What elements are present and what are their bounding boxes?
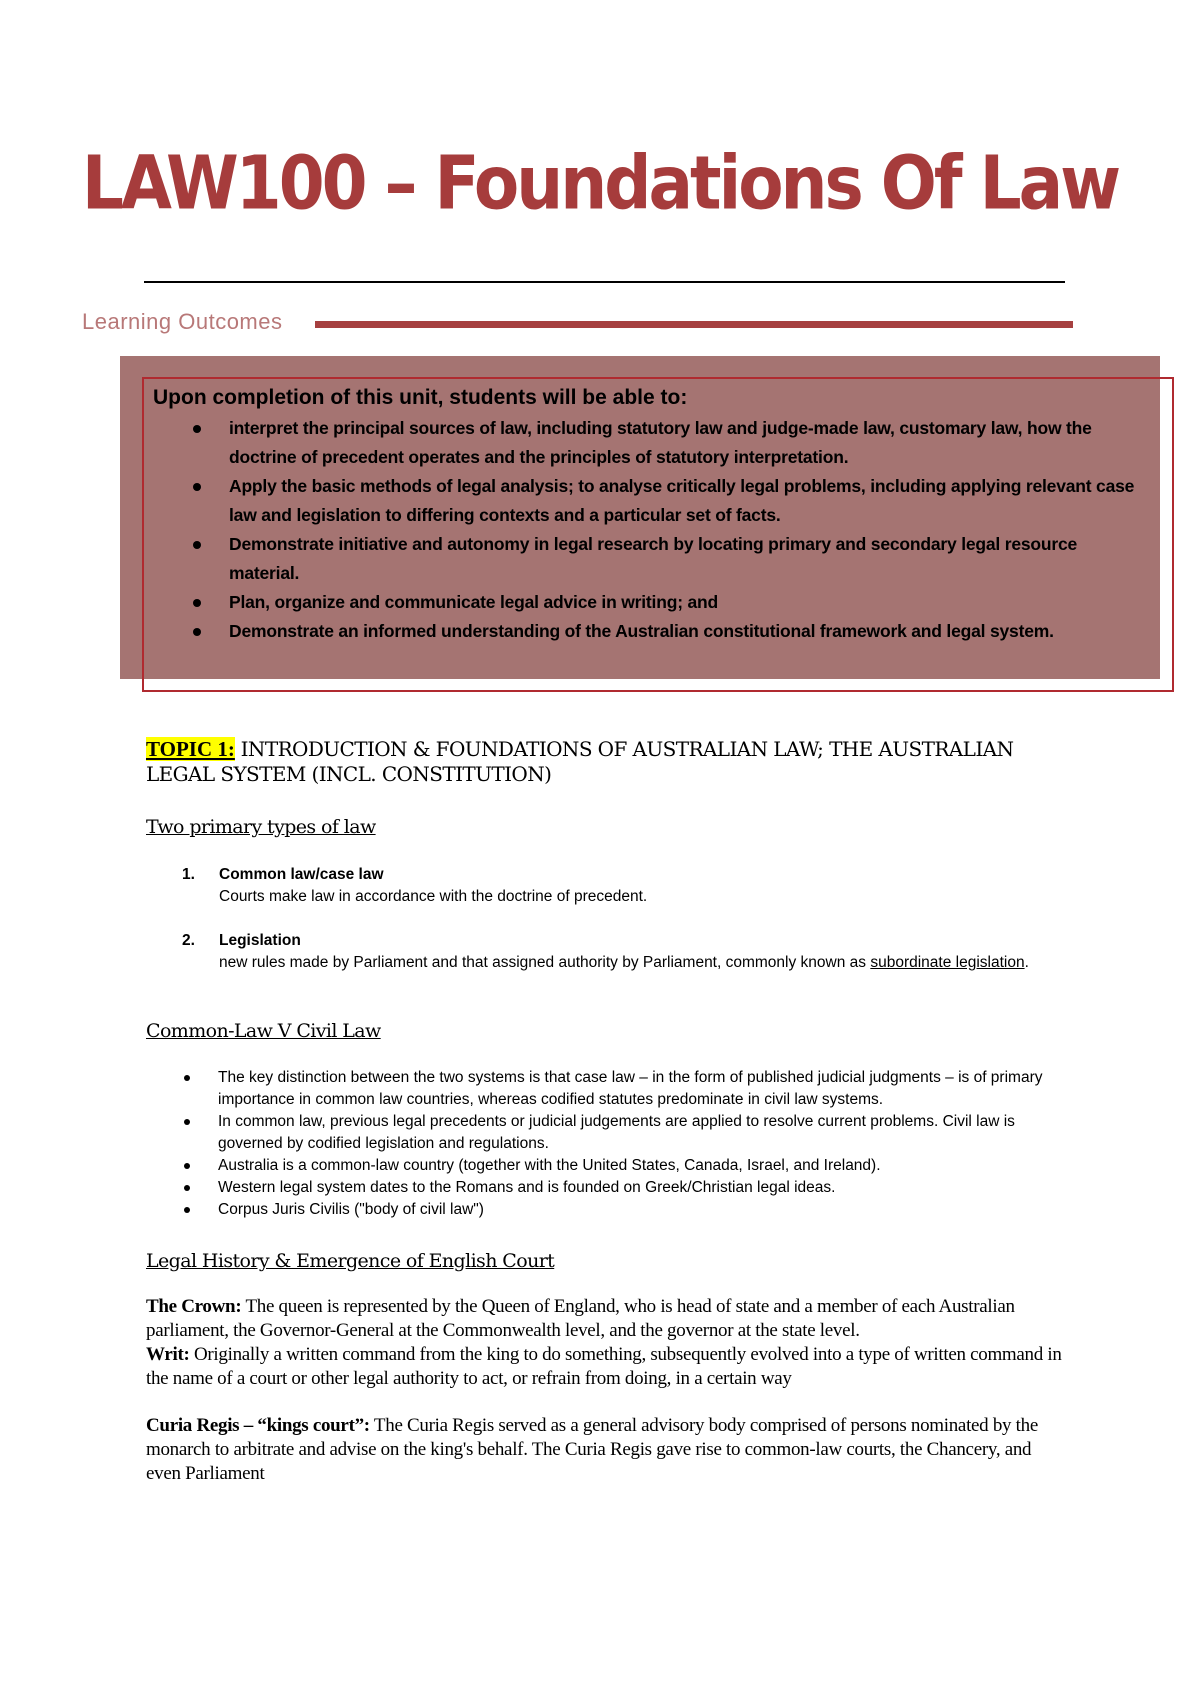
curia-regis-paragraph: Curia Regis – “kings court”: The Curia Regis served as a general advisory body comprised of persons nominated by the monarch to arbitrate and advise on the king's behalf. The Curia Regis gave rise to common-law courts, the Chancery, and even Parliament (146, 1415, 1038, 1484)
document-title: LAW100 – Foundations Of Law (81, 140, 1119, 227)
bullet-icon (184, 1163, 190, 1169)
list-item: The key distinction between the two systems is that case law – in the form of published judicial judgments – is of primary importance in common law countries, whereas codified statutes predominate in civil law systems. (182, 1067, 1062, 1111)
bullet-icon (184, 1207, 190, 1213)
outcome-item: Apply the basic methods of legal analysis; to analyse critically legal problems, including applying relevant case law and legislation to differing contexts and a particular set of facts. (153, 472, 1143, 530)
outcome-item: interpret the principal sources of law, including statutory law and judge-made law, customary law, how the doctrine of precedent operates and the principles of statutory interpretation. (153, 414, 1143, 472)
outcome-item: Demonstrate initiative and autonomy in legal research by locating primary and secondary legal resource material. (153, 530, 1143, 588)
writ-definition: Writ: Originally a written command from the king to do something, subsequently evolved into a type of written command in the name of a court or other legal authority to act, or refrain from doing, in a certain way (146, 1344, 1062, 1389)
outcomes-heading: Upon completion of this unit, students will be able to: (153, 386, 688, 409)
section-heading-common-civil: Common-Law V Civil Law (146, 1020, 381, 1042)
crown-writ-paragraph (146, 1295, 1066, 1391)
topic-tag: TOPIC 1: (146, 737, 235, 761)
topic-title: INTRODUCTION & FOUNDATIONS OF AUSTRALIAN LAW; THE AUSTRALIAN LEGAL SYSTEM (INCL. CONSTITUTION) (146, 737, 1014, 786)
learning-outcomes-bar (315, 321, 1073, 328)
learning-outcomes-label: Learning Outcomes (82, 309, 283, 334)
numbered-item (182, 930, 1062, 974)
bullet-icon (193, 628, 201, 636)
crown-definition: The Crown: The queen is represented by the Queen of England, who is head of state and a member of each Australian parliament, the Governor-General at the Commonwealth level, and the governor at the state level. (146, 1296, 1015, 1341)
bullet-icon (193, 425, 201, 433)
bullet-icon (184, 1185, 190, 1191)
list-item: Corpus Juris Civilis ("body of civil law") (182, 1199, 1062, 1221)
title-divider (144, 281, 1065, 283)
section-heading-types: Two primary types of law (146, 816, 376, 838)
item-title: Common law/case law (219, 866, 384, 883)
outcomes-list (153, 414, 1143, 646)
list-item: In common law, previous legal precedents or judicial judgements are applied to resolve current problems. Civil law is governed by codified legislation and regulations. (182, 1111, 1062, 1155)
item-number: 2. (182, 932, 195, 949)
item-text: new rules made by Parliament and that assigned authority by Parliament, commonly known as subordinate legislation. (219, 954, 1029, 971)
common-civil-list (182, 1067, 1062, 1221)
outcomes-box (153, 386, 1143, 646)
item-text: Courts make law in accordance with the doctrine of precedent. (219, 888, 648, 905)
section-heading-legal-history: Legal History & Emergence of English Court (146, 1250, 555, 1272)
topic-heading (146, 737, 1066, 787)
outcome-item: Plan, organize and communicate legal advice in writing; and (153, 588, 1143, 617)
bullet-icon (184, 1075, 190, 1081)
outcome-item: Demonstrate an informed understanding of the Australian constitutional framework and legal system. (153, 617, 1143, 646)
subordinate-legislation-term: subordinate legislation (870, 954, 1025, 971)
list-item: Australia is a common-law country (together with the United States, Canada, Israel, and Ireland). (182, 1155, 1062, 1177)
list-item: Western legal system dates to the Romans and is founded on Greek/Christian legal ideas. (182, 1177, 1062, 1199)
bullet-icon (193, 599, 201, 607)
bullet-icon (193, 541, 201, 549)
bullet-icon (184, 1119, 190, 1125)
bullet-icon (193, 483, 201, 491)
numbered-item (182, 864, 1062, 908)
item-title: Legislation (219, 932, 301, 949)
item-number: 1. (182, 866, 195, 883)
